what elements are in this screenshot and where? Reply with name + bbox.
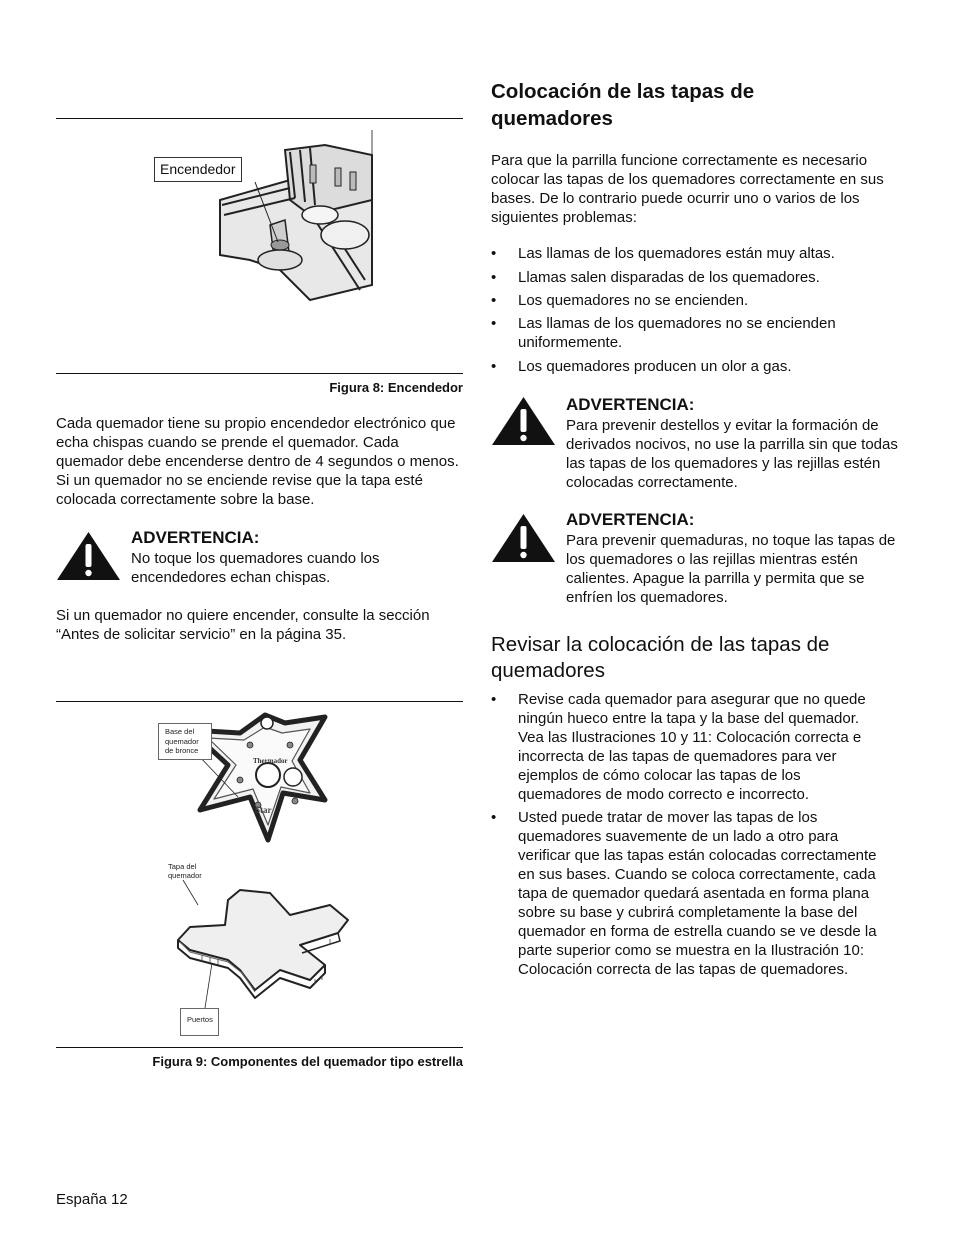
heading-cap-placement: Colocación de las tapas de quemadores [491, 80, 755, 130]
figure8-illustration [150, 120, 380, 360]
warning-text: Para prevenir destellos y evitar la formación de derivados nocivos, no use la parrilla sin que todas las tapas de los quemadores y las rejillas estén colocadas correctamente. [566, 417, 898, 491]
base-label: Base del quemador de bronce [158, 723, 212, 760]
list-item: • Los quemadores producen un olor a gas. [491, 357, 891, 376]
igniter-label: Encendedor [154, 157, 242, 182]
list-item: • Las llamas de los quemadores no se encienden uniformemente. [491, 314, 848, 352]
warning-text: No toque los quemadores cuando los encendedores echan chispas. [131, 550, 380, 586]
cap-label: Tapa del quemador [168, 862, 202, 880]
warning-icon [56, 531, 121, 581]
heading-check-placement: Revisar la colocación de las tapas de quemadores [491, 633, 830, 682]
problem-list [491, 244, 891, 376]
figure8-caption: Figura 8: Encendedor [329, 380, 463, 395]
warning-text: Para prevenir quemaduras, no toque las tapas de los quemadores o las rejillas mientras estén calientes. Apague la parrilla y permita que se enfríen los quemadores. [566, 532, 896, 606]
figure9-bottom-rule [56, 1047, 463, 1048]
warning-icon [491, 396, 556, 446]
figure9-caption: Figura 9: Componentes del quemador tipo estrella [152, 1054, 463, 1069]
cap-placement-paragraph: Para que la parrilla funcione correctamente es necesario colocar las tapas de los quemadores correctamente en sus bases. De lo contrario puede ocurrir uno o varios de los siguientes problemas: [491, 152, 884, 226]
service-paragraph: Si un quemador no quiere encender, consulte la sección “Antes de solicitar servicio” en la página 35. [56, 607, 430, 643]
figure8-top-rule [56, 118, 463, 119]
igniter-paragraph: Cada quemador tiene su propio encendedor electrónico que echa chispas cuando se prende el quemador. Cada quemador debe encenderse dentro de 4 segundos o menos. Si un quemador no se enciende revise que la tapa esté colocada correctamente sobre la base. [56, 415, 459, 508]
check-list [491, 690, 901, 979]
warning-title: ADVERTENCIA: [131, 528, 260, 547]
list-item: • Los quemadores no se encienden. [491, 291, 891, 310]
igniter-drawing [150, 120, 380, 360]
list-item: • Usted puede tratar de mover las tapas de los quemadores suavemente de un lado a otro para verificar que las tapas están colocadas correctamente en sus bases. Cuando se coloca correctamente, cada tapa de quemador quedará asentada en forma plana sobre su base y cubrirá completamente la base del quemador en forma de estrella cuando se ve desde la parte superior como se muestra en la Ilustración 10: Colocación correcta de las tapas de quemadores. [491, 808, 893, 979]
list-item: • Llamas salen disparadas de los quemadores. [491, 268, 891, 287]
star-text: Star [255, 805, 272, 815]
warning-title: ADVERTENCIA: [566, 510, 695, 529]
page-number: España 12 [56, 1191, 128, 1208]
ports-label: Puertos [180, 1008, 219, 1036]
warning-icon [491, 513, 556, 563]
brand-text: Thermador [253, 757, 288, 765]
figure8-bottom-rule [56, 373, 463, 374]
list-item: • Las llamas de los quemadores están muy altas. [491, 244, 891, 263]
figure9-top-rule [56, 701, 463, 702]
warning-title: ADVERTENCIA: [566, 395, 695, 414]
list-item: • Revise cada quemador para asegurar que no quede ningún hueco entre la tapa y la base del quemador. Vea las Ilustraciones 10 y 11: Colocación correcta e incorrecta de las tapas de quemadores para ver ejemplos de cómo colocar las tapas de los quemadores de modo correcto e incorrecto. [491, 690, 888, 804]
